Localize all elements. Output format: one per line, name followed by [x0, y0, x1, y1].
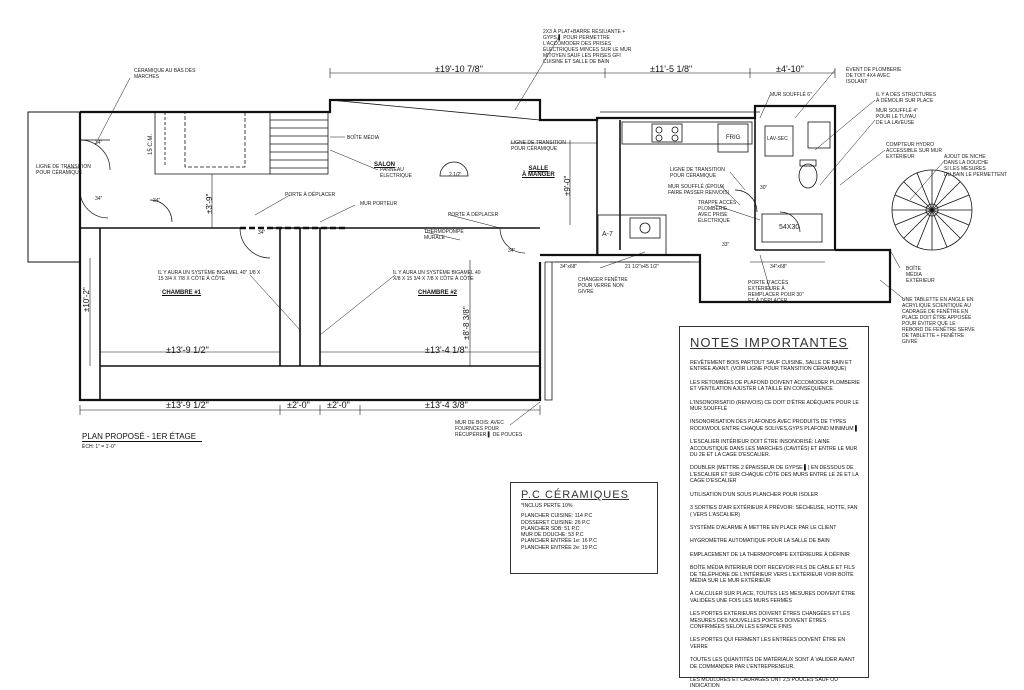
room-label-salon: SALON [374, 162, 395, 168]
notes-item: EMPLACEMENT DE LA THERMOPOMPE EXTÉRIEURE À DÉFINIR [690, 551, 850, 558]
ceramics-box [510, 482, 658, 574]
dim-door-b: 34" [95, 196, 103, 202]
ceramics-line: PLANCHER CUISINE: 114 P.C [521, 513, 593, 520]
staircase [155, 112, 328, 174]
notes-item: INSONORISATION DES PLAFONDS AVEC PRODUITS DE TYPES ROCKWOOL ENTRE CHAQUE SOLIVES,GYPS PLAFOND MINIMUM ▌ [690, 419, 859, 432]
note-bois-2x3: 2X3 À PLAT+BARRE RÉSILIANTE + GYPS ▌ POUR PERMETTRE L'ACCOMODER DES PRISES ÉLECTRIQUES MINCES SUR LE MUR MITOYEN SAUF LES PRISES GFI CUISINE ET SALLE DE BAIN [543, 29, 632, 65]
entry-porch [28, 112, 80, 262]
notes-item: LES PORTES EXTÉRIEURS DOIVENT ÊTRES CHANGÉES ET LES MESURES DES NOUVELLES PORTES DOIVENT ÊTRES CONFIRMÉES SELON LES ESPACE FINIS [690, 611, 850, 630]
note-mur-porteur: MUR PORTEUR [360, 201, 398, 207]
dim-misc-a: A-7 [602, 231, 613, 238]
dim-window-2: 21 1/2"x45 1/2" [625, 264, 659, 270]
stairs-width-label: 15 C.M. [148, 133, 154, 155]
note-mur-souffle-epoux: MUR SOUFFLÉ (ÉPOUX FAIRE PASSER RENVOIS) [668, 184, 730, 196]
dim-salon-height: ±3'-9" [205, 193, 214, 214]
room-label-chambre-1: CHAMBRE #1 [162, 290, 202, 296]
dim-bottom-ch2: ±13'-4 3/8" [425, 400, 468, 410]
dim-bottom-ch1: ±13'-9 1/2" [166, 400, 209, 410]
fridge-label: FRIG [726, 135, 741, 141]
note-porte-deplacer-1: PORTE À DÉPLACER [285, 192, 336, 198]
note-boite-media-ext: BOÎTE MÉDIA EXTÉRIEUR [906, 266, 935, 284]
note-boite-media: BOÎTE MÉDIA [347, 135, 380, 141]
notes-item: DOUBLER (METTRE 2 ÉPAISSEUR DE GYPSE ▌) EN DESSOUS DE L'ESCALIER ET SUR CHAQUE CÔTÉ DES MURS ENTRE LE 2E ET LA CAGE D'ESCALIER [690, 465, 859, 485]
plan-title-scale: ÉCH: 1" = 1'-0" [82, 444, 116, 450]
dim-bottom-a: ±2'-0" [287, 400, 310, 410]
dim-door-g: 33" [722, 242, 730, 248]
note-changer-fenetre: CHANGER FENÊTRE POUR VERRE NON GIVRÉ [578, 277, 628, 295]
spiral-staircase [892, 170, 972, 250]
bath-size-label: 54X30 [779, 224, 800, 231]
dim-door-c: 34" [153, 198, 161, 204]
dim-ch2-height: ±8'-8 3/8" [462, 306, 471, 340]
notes-item: BOÎTE MÉDIA INTÉRIEUR DOIT RECEVOIR FILS DE CÂBLE ET FILS DE TÉLÉPHONE DE L'INTÉRIEUR VERS L'EXTÉRIEUR VOIR BOÎTE MÉDIA SUR LE MUR EXTÉRIEUR [690, 565, 855, 584]
ceramics-line: MUR DE DOUCHE: 53 P.C [521, 532, 584, 539]
note-systeme-bigamel-2: IL Y AURA UN SYSTÈME BIGAMEL 40 X/8 X 15 3/4 X 7/8 X CÔTE À CÔTE [393, 270, 481, 282]
notes-box [679, 326, 869, 690]
notes-item: REVÊTEMENT BOIS PARTOUT SAUF CUISINE, SALLE DE BAIN ET ENTRÉE AVANT. (VOIR LIGNE POUR TRANSITION CÉRAMIQUE) [690, 360, 852, 373]
dim-door-e: 34" [508, 248, 516, 254]
notes-item: TOUTES LES QUANTITÉS DE MATÉRIAUX SONT À VALIDER AVANT DE COMMANDER PAR L'ENTREPRENEUR. [690, 657, 855, 670]
notes-item: UTILISATION D'UN SOUS PLANCHER POUR ISOLER [690, 491, 819, 498]
note-trappe: TRAPPE ACCÈS PLOMBERIE AVEC PRISE ÉLECTRIQUE [698, 200, 737, 224]
note-ligne-transition-left: LIGNE DE TRANSITION POUR CÉRAMIQUE [36, 164, 91, 176]
dim-ch1-width: ±13'-9 1/2" [166, 345, 209, 355]
ceramics-line: DOSSERET CUISINE: 26 P.C [521, 519, 590, 526]
dim-window-3: 34"x68" [770, 264, 788, 270]
room-label-chambre-2: CHAMBRE #2 [418, 290, 458, 296]
dim-door-f: 30" [760, 185, 768, 191]
dim-top-mid: ±11'-5 1/8" [650, 64, 693, 74]
notes-item: LES MOULURES ET CADRAGES ONT 2,5 POUCES SAUF OU INDICATION [690, 677, 838, 690]
dim-bottom-b: ±2'-0" [327, 400, 350, 410]
ceramics-line: PLANCHER ENTRÉE 2e: 19 P.C [521, 544, 598, 551]
plan-title-main: PLAN PROPOSÉ - 1ER ÉTAGE [82, 432, 202, 442]
washer-label: LAV-SEC [767, 136, 788, 142]
ceramics-note: *INCLUS PERTE 10% [521, 503, 573, 509]
notes-item: 3 SORTIES D'AIR EXTÉRIEUR À PRÉVOIR: SÉCHEUSE, HOTTE, FAN ( VERS L'ASCALIER) [690, 505, 858, 518]
notes-item: L'INSONORISATIO (RENVOIS) CE DOIT D'ÊTRE ADÉQUATE POUR LE MUR SOUFFLÉ [690, 399, 859, 413]
note-mur-bois: MUR DE BOIS: AVEC FOURNCES POUR RÉCUPÉRER ▌ DE POUCES [455, 420, 523, 438]
dim-ch1-height: ±10'-2" [82, 287, 91, 312]
room-label-salle-a-manger: SALLE À MANGER [522, 166, 555, 178]
note-porte-deplacer-2: PORTE À DÉPLACER [448, 212, 499, 218]
ceramics-heading: P.C CÉRAMIQUES [521, 489, 629, 501]
dim-door-a: 34" [95, 140, 103, 146]
note-mur-souffle-4: MUR SOUFFLÉ 4" POUR LE TUYAU DE LA LAVEUSE [876, 108, 918, 126]
dim-door-d: 34" [258, 230, 266, 236]
notes-item: SYSTÈME D'ALARME À METTRE EN PLACE PAR LE CLIENT [690, 524, 837, 531]
dim-sam-height: ±9'-0" [563, 175, 572, 196]
note-event-plomberie: ÉVENT DE PLOMBERIE DE TOIT 4X4 AVEC ISOLANT [846, 67, 902, 85]
note-mur-souffle-6: MUR SOUFFLÉ 6" [770, 92, 812, 98]
notes-heading: NOTES IMPORTANTES [690, 335, 849, 350]
dim-misc-b: 2 1/2' [449, 172, 462, 178]
note-compteur: COMPTEUR HYDRO ACCESSIBLE SUR MUR EXTÉRIEUR [886, 142, 943, 160]
note-tablette: UNE TABLETTE EN ANGLE EN ACRYLIQUE SCIENTIQUE AU CADRAGE DE FENÊTRE EN PLACE DOIT ÊTRE APPOSÉE POUR ÉVITER QUE LE REBORD DE FENÊTRE SERVE DE TABLETTE + FENÊTRE GIVRÉ [902, 297, 975, 345]
note-thermopompe: THERMOPOMPE MURALE [424, 229, 464, 241]
dim-window-1: 34"x68" [560, 264, 578, 270]
ceramics-line: PLANCHER ENTRÉE 1e: 16 P.C [521, 538, 598, 545]
note-ceramique-bas: CÉRAMIQUE AU BAS DES MARCHES [134, 68, 196, 80]
notes-item: HYGROMÈTRE AUTOMATIQUE POUR LA SALLE DE BAIN [690, 538, 830, 545]
dim-top-right: ±4'-10" [776, 64, 804, 74]
plan-title [82, 432, 202, 450]
dim-ch2-width: ±13'-4 1/8" [425, 345, 468, 355]
note-ligne-transition-sam: LIGNE DE TRANSITION POUR CÉRAMIQUE [511, 140, 566, 152]
notes-item: L'ESCALIER INTÉRIEUR DOIT ÊTRE INSONORISÉ: LAINE ACCOUSTIQUE DANS LES MARCHES (CAVITÉS) ET ENTRE LE MUR DU 2E ET LA CAGE D'ESCALIER. [690, 439, 858, 459]
notes-item: À CALCULER SUR PLACE, TOUTES LES MESURES DOIVENT ÊTRE VALIDÉES UNE FOIS LES MURS FERMÉS [690, 591, 856, 604]
notes-item: LES RETOMBÉES DE PLAFOND DOIVENT ACCOMODER PLOMBERIE ET VENTILATION AJUSTER LA TAILLE EN CONSÉQUENCE [690, 379, 860, 393]
note-structures: IL Y A DES STRUCTURES À DÉMOLIR SUR PLACE [876, 92, 936, 104]
dim-top-left: ±19'-10 7/8" [435, 64, 483, 74]
notes-item: LES PORTES QUI FERMENT LES ENTRÉES DOIVENT ÊTRE EN VERRE [690, 637, 846, 650]
note-panneau: PANNEAU ÉLECTRIQUE [380, 167, 412, 179]
note-ligne-transition-cuisine: LIGNE DE TRANSITION POUR CÉRAMIQUE [670, 167, 725, 179]
note-ajout-niche: AJOUT DE NICHE DANS LA DOUCHE SI LES MESURES DU BAIN LE PERMETTENT [944, 154, 1008, 178]
note-porte-acces: PORTE D'ACCÈS EXTÉRIEURE À REMPLACER POUR 30" ET À DÉPLACER [748, 280, 804, 304]
ceramics-line: PLANCHER SDB: 51 P.C [521, 525, 580, 532]
note-systeme-bigamel-1: IL Y AURA UN SYSTÈME BIGAMEL 40" 1/8 X 15 3/4 X 7/8 X CÔTE À CÔTE [158, 270, 261, 282]
